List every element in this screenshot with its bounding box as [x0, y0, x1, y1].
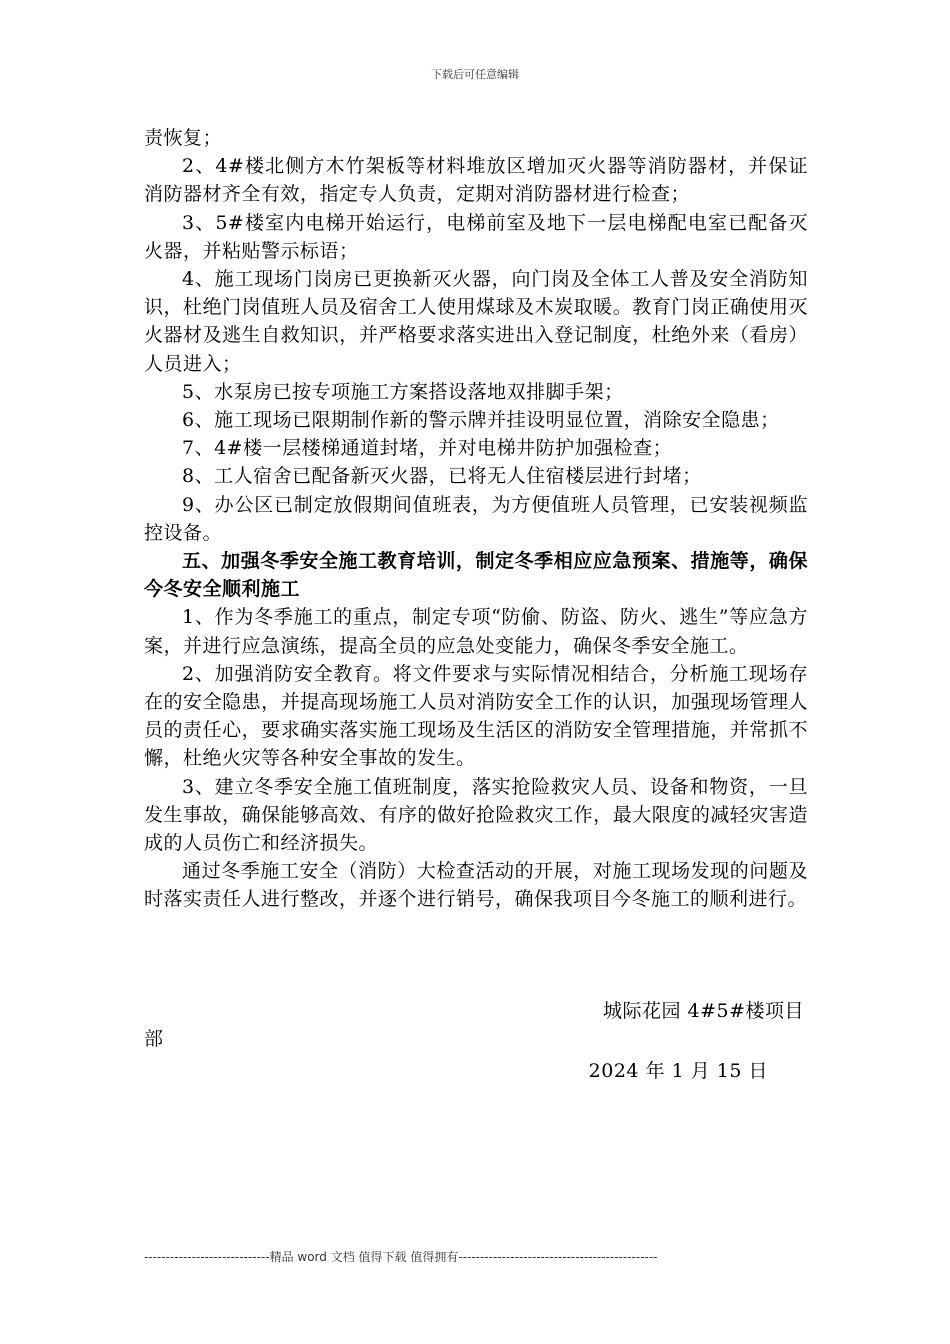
list-item: 7、4#楼一层楼梯通道封堵，并对电梯井防护加强检查；: [182, 437, 673, 460]
paragraph: 责恢复；: [144, 127, 223, 149]
list-item: 6、施工现场已限期制作新的警示牌并挂设明显位置，消除安全隐患；: [182, 409, 780, 432]
document-body: [144, 124, 808, 914]
list-item: 8、工人宿舍已配备新灭火器，已将无人住宿楼层进行封堵；: [182, 465, 702, 488]
signature-block: [144, 997, 808, 1086]
closing-paragraph: 通过冬季施工安全（消防）大检查活动的开展，对施工现场发现的问题及时落实责任人进行整改，并逐个进行销号，确保我项目今冬施工的顺利进行。: [144, 860, 808, 911]
list-item: 2、加强消防安全教育。将文件要求与实际情况相结合，分析施工现场存在的安全隐患，并提高现场施工人员对消防安全工作的认识，加强现场管理人员的责任心，要求确实落实施工现场及生活区的消防安全管理措施，并常抓不懈，杜绝火灾等各种安全事故的发生。: [144, 662, 808, 770]
section-heading: 五、加强冬季安全施工教育培训，制定冬季相应应急预案、措施等，确保今冬安全顺利施工: [144, 550, 808, 601]
signature-organization-continued: 部: [144, 1028, 164, 1051]
list-item: 5、水泵房已按专项施工方案搭设落地双排脚手架；: [182, 380, 624, 403]
page-footer: -----------------------------精品 word 文档 值得下载 值得拥有----------------------------------------------: [144, 1250, 658, 1264]
signature-date: 2024 年 1 月 15 日: [588, 1060, 768, 1083]
signature-organization: 城际花园 4#5#楼项目: [602, 1000, 804, 1022]
list-item: 3、建立冬季安全施工值班制度，落实抢险救灾人员、设备和物资，一旦发生事故，确保能够高效、有序的做好抢险救灾工作，最大限度的减轻灾害造成的人员伤亡和经济损失。: [144, 775, 808, 855]
list-item: 2、4#楼北侧方木竹架板等材料堆放区增加灭火器等消防器材，并保证消防器材齐全有效，指定专人负责，定期对消防器材进行检查；: [144, 155, 808, 206]
list-item: 9、办公区已制定放假期间值班表，为方便值班人员管理，已安装视频监控设备。: [144, 493, 808, 544]
list-item: 3、5#楼室内电梯开始运行，电梯前室及地下一层电梯配电室已配备灭火器，并粘贴警示标语；: [144, 211, 808, 262]
list-item: 1、作为冬季施工的重点，制定专项“防偷、防盗、防火、逃生”等应急方案，并进行应急演练，提高全员的应急处变能力，确保冬季安全施工。: [144, 606, 808, 657]
list-item: 4、施工现场门岗房已更换新灭火器，向门岗及全体工人普及安全消防知识，杜绝门岗值班人员及宿舍工人使用煤球及木炭取暖。教育门岗正确使用灭火器材及逃生自救知识，并严格要求落实进出入登记制度，杜绝外来（看房）人员进入；: [144, 268, 808, 375]
page-header: 下载后可任意编辑: [431, 68, 519, 81]
